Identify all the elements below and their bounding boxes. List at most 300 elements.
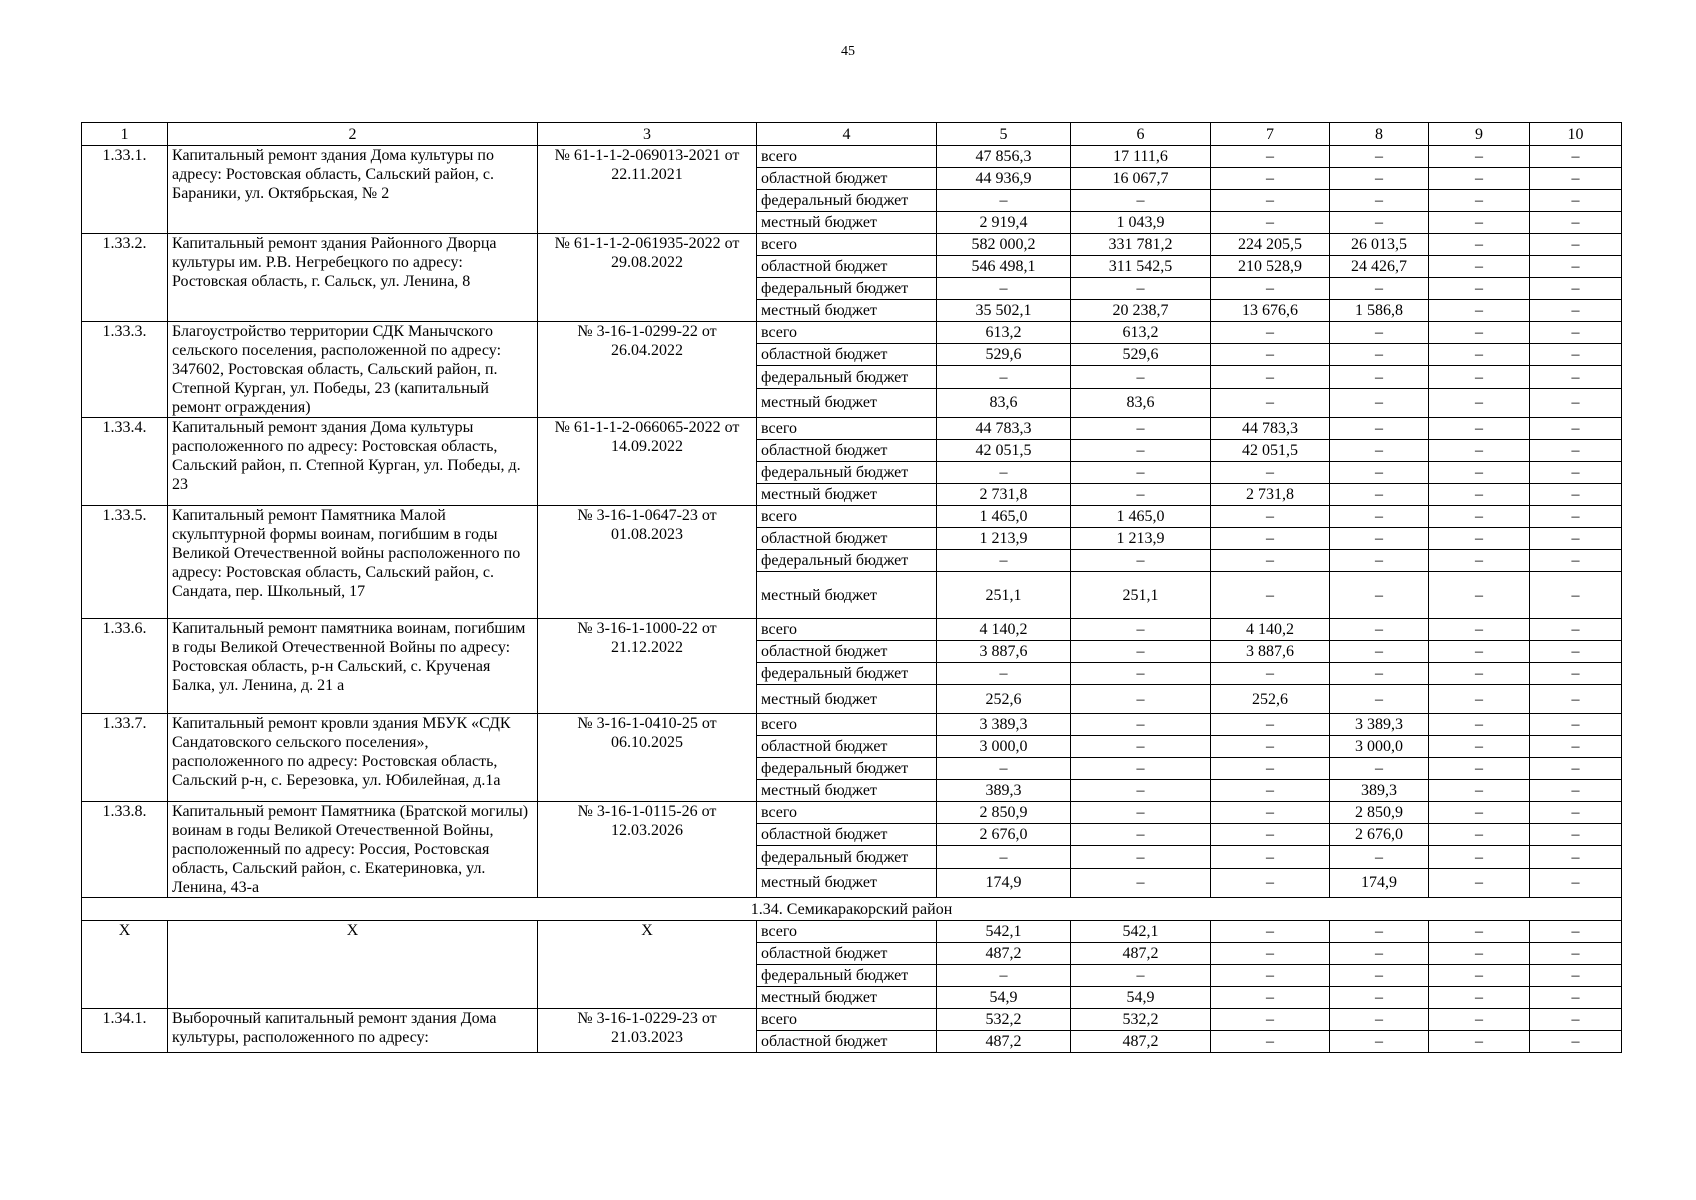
amount-cell: 487,2 — [1071, 943, 1211, 965]
amount-cell: – — [1211, 278, 1330, 300]
column-number: 9 — [1429, 123, 1530, 146]
row-number: 1.33.3. — [82, 322, 168, 418]
amount-cell: 2 850,9 — [1330, 802, 1429, 824]
amount-cell: – — [1429, 802, 1530, 824]
funding-source: всего — [757, 714, 937, 736]
amount-cell: 83,6 — [937, 388, 1071, 417]
amount-cell: 1 043,9 — [1071, 212, 1211, 234]
amount-cell: – — [1211, 868, 1330, 897]
funding-source: областной бюджет — [757, 824, 937, 846]
funding-source: федеральный бюджет — [757, 663, 937, 685]
amount-cell: – — [1211, 714, 1330, 736]
amount-cell: – — [1211, 943, 1330, 965]
expertise-document: № 3-16-1-0115-26 от 12.03.2026 — [538, 802, 757, 898]
amount-cell: – — [1530, 344, 1622, 366]
funding-source: местный бюджет — [757, 572, 937, 619]
amount-cell: – — [1429, 300, 1530, 322]
funding-source: всего — [757, 146, 937, 168]
section-row — [82, 898, 1622, 921]
table-row — [82, 619, 1622, 641]
amount-cell: – — [1211, 366, 1330, 388]
amount-cell: – — [937, 758, 1071, 780]
amount-cell: – — [1330, 190, 1429, 212]
amount-cell: – — [1530, 758, 1622, 780]
amount-cell: – — [1429, 344, 1530, 366]
amount-cell: – — [1211, 506, 1330, 528]
amount-cell: – — [1530, 685, 1622, 714]
amount-cell: – — [1530, 641, 1622, 663]
amount-cell: 20 238,7 — [1071, 300, 1211, 322]
table-row — [82, 234, 1622, 256]
amount-cell: – — [1429, 256, 1530, 278]
amount-cell: 44 783,3 — [1211, 418, 1330, 440]
table-row — [82, 714, 1622, 736]
funding-source: федеральный бюджет — [757, 278, 937, 300]
amount-cell: – — [1071, 824, 1211, 846]
amount-cell: – — [1429, 641, 1530, 663]
funding-source: всего — [757, 506, 937, 528]
amount-cell: 1 586,8 — [1330, 300, 1429, 322]
amount-cell: – — [1211, 780, 1330, 802]
amount-cell: – — [937, 846, 1071, 868]
object-name: X — [168, 921, 538, 1009]
amount-cell: – — [1530, 1031, 1622, 1053]
amount-cell: – — [1429, 780, 1530, 802]
amount-cell: 529,6 — [937, 344, 1071, 366]
amount-cell: 1 213,9 — [1071, 528, 1211, 550]
column-number: 6 — [1071, 123, 1211, 146]
amount-cell: – — [1071, 780, 1211, 802]
amount-cell: 3 389,3 — [937, 714, 1071, 736]
expertise-document: № 61-1-1-2-069013-2021 от 22.11.2021 — [538, 146, 757, 234]
amount-cell: – — [1211, 212, 1330, 234]
amount-cell: – — [1071, 736, 1211, 758]
amount-cell: – — [1530, 802, 1622, 824]
row-number: 1.33.6. — [82, 619, 168, 714]
funding-source: областной бюджет — [757, 256, 937, 278]
amount-cell: 251,1 — [1071, 572, 1211, 619]
amount-cell: – — [1429, 278, 1530, 300]
amount-cell: – — [1530, 366, 1622, 388]
amount-cell: 487,2 — [1071, 1031, 1211, 1053]
expertise-document: № 61-1-1-2-066065-2022 от 14.09.2022 — [538, 418, 757, 506]
amount-cell: 3 389,3 — [1330, 714, 1429, 736]
row-number: 1.33.7. — [82, 714, 168, 802]
column-number: 3 — [538, 123, 757, 146]
amount-cell: – — [1530, 619, 1622, 641]
amount-cell: – — [1330, 685, 1429, 714]
amount-cell: – — [1330, 663, 1429, 685]
amount-cell: – — [937, 550, 1071, 572]
funding-source: областной бюджет — [757, 168, 937, 190]
amount-cell: 252,6 — [937, 685, 1071, 714]
funding-source: местный бюджет — [757, 685, 937, 714]
amount-cell: – — [1530, 714, 1622, 736]
column-number: 4 — [757, 123, 937, 146]
amount-cell: – — [1429, 528, 1530, 550]
amount-cell: – — [1211, 462, 1330, 484]
amount-cell: – — [1530, 322, 1622, 344]
amount-cell: – — [1211, 1009, 1330, 1031]
expertise-document: № 3-16-1-0647-23 от 01.08.2023 — [538, 506, 757, 619]
column-number: 2 — [168, 123, 538, 146]
amount-cell: – — [1429, 462, 1530, 484]
amount-cell: – — [1530, 212, 1622, 234]
amount-cell: 2 919,4 — [937, 212, 1071, 234]
amount-cell: 42 051,5 — [937, 440, 1071, 462]
amount-cell: – — [1530, 987, 1622, 1009]
amount-cell: – — [1071, 550, 1211, 572]
object-name: Капитальный ремонт здания Дома культуры по адресу: Ростовская область, Сальский район, с. Бараники, ул. Октябрьская, № 2 — [168, 146, 538, 234]
object-name: Капитальный ремонт Памятника (Братской могилы) воинам в годы Великой Отечественной Войны, расположенный по адресу: Россия, Ростовская область, Сальский район, с. Екатериновка, ул. Ленина, 43-а — [168, 802, 538, 898]
funding-source: областной бюджет — [757, 528, 937, 550]
amount-cell: – — [1071, 868, 1211, 897]
budget-table — [81, 122, 1622, 1053]
amount-cell: – — [1211, 190, 1330, 212]
amount-cell: 4 140,2 — [937, 619, 1071, 641]
amount-cell: – — [1330, 418, 1429, 440]
table-body — [82, 146, 1622, 1053]
amount-cell: – — [1530, 736, 1622, 758]
amount-cell: – — [1330, 758, 1429, 780]
expertise-document: № 3-16-1-0410-25 от 06.10.2025 — [538, 714, 757, 802]
amount-cell: 546 498,1 — [937, 256, 1071, 278]
amount-cell: – — [1429, 921, 1530, 943]
amount-cell: – — [937, 462, 1071, 484]
amount-cell: – — [1530, 780, 1622, 802]
expertise-document: № 3-16-1-1000-22 от 21.12.2022 — [538, 619, 757, 714]
object-name: Капитальный ремонт памятника воинам, погибшим в годы Великой Отечественной Войны по адресу: Ростовская область, р-н Сальский, с. Крученая Балка, ул. Ленина, д. 21 а — [168, 619, 538, 714]
amount-cell: 16 067,7 — [1071, 168, 1211, 190]
amount-cell: – — [1211, 736, 1330, 758]
amount-cell: – — [1330, 921, 1429, 943]
amount-cell: 582 000,2 — [937, 234, 1071, 256]
amount-cell: – — [1330, 462, 1429, 484]
amount-cell: 251,1 — [937, 572, 1071, 619]
row-number: 1.33.1. — [82, 146, 168, 234]
amount-cell: – — [1330, 846, 1429, 868]
amount-cell: – — [1530, 278, 1622, 300]
amount-cell: – — [1429, 685, 1530, 714]
row-number: 1.33.4. — [82, 418, 168, 506]
amount-cell: – — [1330, 212, 1429, 234]
funding-source: федеральный бюджет — [757, 462, 937, 484]
amount-cell: 613,2 — [1071, 322, 1211, 344]
amount-cell: 174,9 — [1330, 868, 1429, 897]
amount-cell: 542,1 — [937, 921, 1071, 943]
amount-cell: 532,2 — [1071, 1009, 1211, 1031]
amount-cell: – — [1530, 256, 1622, 278]
amount-cell: – — [1530, 146, 1622, 168]
amount-cell: – — [1330, 388, 1429, 417]
amount-cell: – — [1330, 440, 1429, 462]
amount-cell: 35 502,1 — [937, 300, 1071, 322]
funding-source: областной бюджет — [757, 943, 937, 965]
funding-source: всего — [757, 418, 937, 440]
table-row — [82, 418, 1622, 440]
amount-cell: – — [1211, 824, 1330, 846]
funding-source: местный бюджет — [757, 868, 937, 897]
header-row — [82, 123, 1622, 146]
amount-cell: – — [1330, 506, 1429, 528]
funding-source: местный бюджет — [757, 212, 937, 234]
funding-source: местный бюджет — [757, 987, 937, 1009]
funding-source: всего — [757, 921, 937, 943]
amount-cell: 2 731,8 — [1211, 484, 1330, 506]
funding-source: всего — [757, 1009, 937, 1031]
amount-cell: – — [1530, 550, 1622, 572]
page-number: 45 — [841, 44, 855, 59]
amount-cell: – — [1330, 528, 1429, 550]
amount-cell: – — [1330, 344, 1429, 366]
amount-cell: – — [1071, 685, 1211, 714]
amount-cell: – — [1211, 1031, 1330, 1053]
amount-cell: 210 528,9 — [1211, 256, 1330, 278]
amount-cell: – — [1530, 506, 1622, 528]
amount-cell: – — [1211, 322, 1330, 344]
amount-cell: 44 783,3 — [937, 418, 1071, 440]
amount-cell: – — [1429, 212, 1530, 234]
amount-cell: – — [1211, 758, 1330, 780]
amount-cell: – — [1429, 663, 1530, 685]
amount-cell: – — [1530, 528, 1622, 550]
table-row — [82, 146, 1622, 168]
funding-source: областной бюджет — [757, 736, 937, 758]
amount-cell: 13 676,6 — [1211, 300, 1330, 322]
amount-cell: – — [1429, 758, 1530, 780]
amount-cell: – — [1530, 418, 1622, 440]
amount-cell: – — [1330, 641, 1429, 663]
funding-source: местный бюджет — [757, 300, 937, 322]
amount-cell: 389,3 — [937, 780, 1071, 802]
amount-cell: 54,9 — [937, 987, 1071, 1009]
amount-cell: – — [1530, 462, 1622, 484]
amount-cell: 542,1 — [1071, 921, 1211, 943]
amount-cell: – — [1429, 190, 1530, 212]
amount-cell: – — [1530, 824, 1622, 846]
amount-cell: 2 676,0 — [1330, 824, 1429, 846]
amount-cell: – — [1429, 868, 1530, 897]
amount-cell: – — [1071, 846, 1211, 868]
amount-cell: – — [1429, 965, 1530, 987]
amount-cell: – — [937, 965, 1071, 987]
amount-cell: – — [1429, 506, 1530, 528]
amount-cell: – — [1429, 418, 1530, 440]
amount-cell: – — [1530, 234, 1622, 256]
amount-cell: – — [1071, 484, 1211, 506]
amount-cell: 487,2 — [937, 1031, 1071, 1053]
column-number: 5 — [937, 123, 1071, 146]
amount-cell: – — [1211, 572, 1330, 619]
table-row — [82, 921, 1622, 943]
funding-source: федеральный бюджет — [757, 190, 937, 212]
amount-cell: – — [1071, 418, 1211, 440]
column-header — [82, 123, 1622, 146]
amount-cell: – — [1429, 440, 1530, 462]
funding-source: федеральный бюджет — [757, 366, 937, 388]
amount-cell: 2 731,8 — [937, 484, 1071, 506]
amount-cell: – — [1330, 965, 1429, 987]
amount-cell: – — [1071, 619, 1211, 641]
amount-cell: – — [1211, 168, 1330, 190]
amount-cell: – — [1429, 234, 1530, 256]
funding-source: федеральный бюджет — [757, 846, 937, 868]
object-name: Капитальный ремонт кровли здания МБУК «СДК Сандатовского сельского поселения», расположенного по адресу: Ростовская область, Сальский р-н, с. Березовка, ул. Юбилейная, д.1а — [168, 714, 538, 802]
amount-cell: – — [1530, 300, 1622, 322]
expertise-document: № 3-16-1-0229-23 от 21.03.2023 — [538, 1009, 757, 1053]
amount-cell: – — [1071, 366, 1211, 388]
amount-cell: 3 000,0 — [937, 736, 1071, 758]
amount-cell: – — [1530, 846, 1622, 868]
amount-cell: 24 426,7 — [1330, 256, 1429, 278]
amount-cell: – — [1330, 1009, 1429, 1031]
funding-source: федеральный бюджет — [757, 965, 937, 987]
amount-cell: – — [1429, 1031, 1530, 1053]
amount-cell: 3 887,6 — [1211, 641, 1330, 663]
amount-cell: – — [1330, 572, 1429, 619]
row-number: X — [82, 921, 168, 1009]
table-row — [82, 802, 1622, 824]
amount-cell: 331 781,2 — [1071, 234, 1211, 256]
amount-cell: – — [1429, 388, 1530, 417]
amount-cell: – — [1429, 824, 1530, 846]
amount-cell: 2 676,0 — [937, 824, 1071, 846]
amount-cell: – — [1429, 714, 1530, 736]
funding-source: областной бюджет — [757, 641, 937, 663]
amount-cell: – — [1071, 440, 1211, 462]
row-number: 1.33.8. — [82, 802, 168, 898]
amount-cell: – — [1530, 663, 1622, 685]
amount-cell: – — [1530, 965, 1622, 987]
amount-cell: 47 856,3 — [937, 146, 1071, 168]
object-name: Благоустройство территории СДК Манычского сельского поселения, расположенной по адресу: 347602, Ростовская область, Сальский район, п. Степной Курган, ул. Победы, 23 (капитальный ремонт ограждения) — [168, 322, 538, 418]
row-number: 1.33.2. — [82, 234, 168, 322]
amount-cell: – — [1429, 146, 1530, 168]
amount-cell: – — [1071, 462, 1211, 484]
funding-source: всего — [757, 802, 937, 824]
expertise-document: № 61-1-1-2-061935-2022 от 29.08.2022 — [538, 234, 757, 322]
amount-cell: – — [1211, 663, 1330, 685]
amount-cell: – — [1429, 987, 1530, 1009]
amount-cell: – — [1429, 1009, 1530, 1031]
amount-cell: – — [1071, 714, 1211, 736]
amount-cell: – — [1071, 663, 1211, 685]
table-row — [82, 506, 1622, 528]
amount-cell: – — [1330, 987, 1429, 1009]
amount-cell: – — [1071, 758, 1211, 780]
amount-cell: – — [1530, 440, 1622, 462]
funding-source: местный бюджет — [757, 388, 937, 417]
amount-cell: 54,9 — [1071, 987, 1211, 1009]
object-name: Капитальный ремонт здания Районного Дворца культуры им. Р.В. Негребецкого по адресу: Ростовская область, г. Сальск, ул. Ленина, 8 — [168, 234, 538, 322]
object-name: Капитальный ремонт здания Дома культуры расположенного по адресу: Ростовская область, Сальский район, п. Степной Курган, ул. Победы, д. 23 — [168, 418, 538, 506]
amount-cell: 83,6 — [1071, 388, 1211, 417]
column-number: 8 — [1330, 123, 1429, 146]
object-name: Выборочный капитальный ремонт здания Дома культуры, расположенного по адресу: — [168, 1009, 538, 1053]
amount-cell: 1 213,9 — [937, 528, 1071, 550]
expertise-document: X — [538, 921, 757, 1009]
amount-cell: 252,6 — [1211, 685, 1330, 714]
amount-cell: 224 205,5 — [1211, 234, 1330, 256]
amount-cell: 311 542,5 — [1071, 256, 1211, 278]
amount-cell: – — [1211, 965, 1330, 987]
amount-cell: – — [1071, 802, 1211, 824]
funding-source: областной бюджет — [757, 1031, 937, 1053]
column-number: 1 — [82, 123, 168, 146]
amount-cell: – — [1071, 190, 1211, 212]
amount-cell: 174,9 — [937, 868, 1071, 897]
amount-cell: – — [937, 663, 1071, 685]
amount-cell: 389,3 — [1330, 780, 1429, 802]
amount-cell: – — [1330, 619, 1429, 641]
column-number: 10 — [1530, 123, 1622, 146]
amount-cell: – — [1530, 868, 1622, 897]
amount-cell: – — [1330, 484, 1429, 506]
amount-cell: – — [1530, 572, 1622, 619]
amount-cell: – — [1330, 146, 1429, 168]
amount-cell: 2 850,9 — [937, 802, 1071, 824]
amount-cell: – — [1330, 550, 1429, 572]
funding-source: всего — [757, 619, 937, 641]
column-number: 7 — [1211, 123, 1330, 146]
funding-source: федеральный бюджет — [757, 758, 937, 780]
expertise-document: № 3-16-1-0299-22 от 26.04.2022 — [538, 322, 757, 418]
section-title: 1.34. Семикаракорский район — [82, 898, 1622, 921]
amount-cell: – — [1330, 366, 1429, 388]
amount-cell: – — [1071, 278, 1211, 300]
amount-cell: – — [1330, 168, 1429, 190]
amount-cell: – — [1530, 168, 1622, 190]
amount-cell: 1 465,0 — [1071, 506, 1211, 528]
amount-cell: – — [1330, 278, 1429, 300]
amount-cell: 532,2 — [937, 1009, 1071, 1031]
amount-cell: – — [1211, 550, 1330, 572]
table-row — [82, 322, 1622, 344]
amount-cell: – — [1429, 572, 1530, 619]
amount-cell: – — [1429, 484, 1530, 506]
amount-cell: – — [1429, 322, 1530, 344]
amount-cell: 613,2 — [937, 322, 1071, 344]
amount-cell: – — [1211, 528, 1330, 550]
funding-source: всего — [757, 322, 937, 344]
amount-cell: – — [1429, 736, 1530, 758]
row-number: 1.33.5. — [82, 506, 168, 619]
amount-cell: – — [1429, 366, 1530, 388]
amount-cell: 3 887,6 — [937, 641, 1071, 663]
amount-cell: – — [1330, 322, 1429, 344]
amount-cell: 44 936,9 — [937, 168, 1071, 190]
amount-cell: – — [937, 366, 1071, 388]
amount-cell: 3 000,0 — [1330, 736, 1429, 758]
amount-cell: – — [1330, 1031, 1429, 1053]
amount-cell: 529,6 — [1071, 344, 1211, 366]
amount-cell: – — [1071, 641, 1211, 663]
amount-cell: – — [1211, 146, 1330, 168]
table-row — [82, 1009, 1622, 1031]
amount-cell: 1 465,0 — [937, 506, 1071, 528]
amount-cell: – — [1211, 802, 1330, 824]
amount-cell: 26 013,5 — [1330, 234, 1429, 256]
amount-cell: – — [1530, 1009, 1622, 1031]
amount-cell: – — [1429, 168, 1530, 190]
amount-cell: – — [1429, 846, 1530, 868]
funding-source: областной бюджет — [757, 344, 937, 366]
amount-cell: – — [1530, 388, 1622, 417]
amount-cell: – — [1530, 190, 1622, 212]
amount-cell: – — [937, 278, 1071, 300]
amount-cell: 17 111,6 — [1071, 146, 1211, 168]
funding-source: местный бюджет — [757, 484, 937, 506]
